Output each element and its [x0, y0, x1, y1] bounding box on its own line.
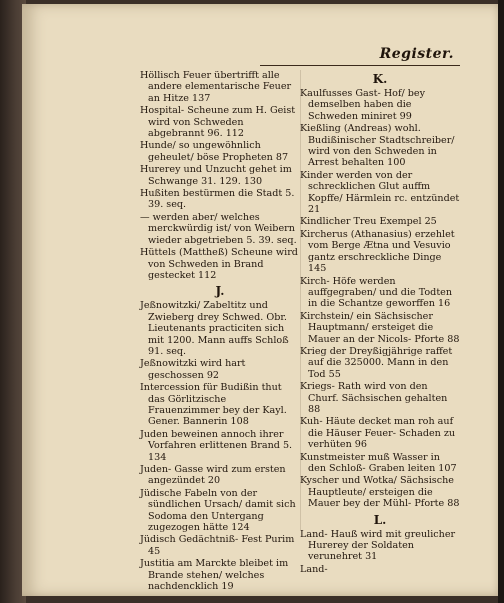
- index-entry: Kinder werden von der schrecklichen Glut auffm Kopffe/ Härmlein rc. entzündet 21: [300, 169, 460, 216]
- index-entry: Krieg der Dreyßigjährige raffet auf die 325000. Mann in den Tod 55: [300, 345, 453, 380]
- header-rule: [260, 65, 460, 66]
- index-entry: Kriegs- Rath wird von den Churf. Sächsischen gehalten 88: [300, 381, 448, 415]
- index-entry: — werden aber/ welches merckwürdig ist/ von Weibern wieder abgetrieben 5. 39. seq.: [140, 211, 297, 246]
- index-entry: Juden- Gasse wird zum ersten angezündet 20: [140, 464, 286, 487]
- index-entry: Kircherus (Athanasius) erzehlet vom Berge Ætna und Vesuvio gantz erschreckliche Dinge 145: [300, 228, 455, 275]
- index-entry: Hurerey und Unzucht gehet im Schwange 31. 129. 130: [140, 164, 292, 187]
- index-entry: Kuh- Häute decket man roh auf die Häuser Feuer- Schaden zu verhüten 96: [300, 416, 456, 451]
- index-entry: Jeßnowitzki wird hart geschossen 92: [140, 358, 246, 381]
- index-entry: Land-: [300, 563, 328, 575]
- index-entry: Höllisch Feuer übertrifft alle andere elementarische Feuer an Hitze 137: [140, 70, 292, 104]
- index-entry: Juden beweinen annoch ihrer Vorfahren erlittenen Brand 5. 134: [140, 428, 293, 463]
- page-header: [260, 46, 460, 66]
- index-entry: Kyscher und Wotka/ Sächsische Hauptleute/ ersteigen die Mauer bey der Mühl- Pforte 88: [300, 475, 460, 510]
- index-section-letter: L.: [373, 512, 387, 527]
- page-edge-shadow: [498, 0, 504, 603]
- index-entry: Jüdische Fabeln von der sündlichen Ursach/ damit sich Sodoma den Untergang zugezogen hätte 124: [140, 487, 296, 534]
- index-entry: Kießling (Andreas) wohl. Budißinischer Stadtschreiber/ wird von den Schweden in Arrest behalten 100: [300, 123, 455, 169]
- index-entry: Kirchstein/ ein Sächsischer Hauptmann/ ersteiget die Mauer an der Nicols- Pforte 88: [300, 310, 460, 345]
- page-title: Register.: [379, 46, 454, 62]
- index-entry: Hüttels (Mattheß) Scheune wird von Schweden in Brand gestecket 112: [140, 247, 298, 281]
- index-entry: Kunstmeister muß Wasser in den Schloß- Graben leiten 107: [300, 451, 457, 474]
- index-entry: Hospital- Scheune zum H. Geist wird von Schweden abgebrannt 96. 112: [140, 105, 296, 140]
- index-column-right: [300, 70, 460, 576]
- index-entry: Land- Hauß wird mit greulicher Hurerey der Soldaten verunehret 31: [300, 528, 456, 563]
- index-entry: Jeßnowitzki/ Zabeltitz und Zwieberg drey Schwed. Obr. Lieutenants practiciten sich mit 1200. Mann auffs Schloß 91. seq.: [140, 300, 289, 357]
- index-entry: Justitia am Marckte bleibet im Brande stehen/ welches nachdencklich 19: [140, 558, 289, 593]
- index-entry: Hußiten bestürmen die Stadt 5. 39. seq.: [140, 188, 295, 211]
- index-column-left: [140, 70, 300, 593]
- index-entry: Intercession für Budißin thut das Görlitzische Frauenzimmer bey der Kayl. Gener. Bannerin 108: [140, 382, 287, 428]
- index-section-letter: J.: [215, 284, 225, 299]
- index-entry: Jüdisch Gedächtniß- Fest Purim 45: [140, 534, 295, 557]
- index-entry: Kindlicher Treu Exempel 25: [300, 216, 437, 228]
- index-entry: Hunde/ so ungewöhnlich geheulet/ böse Propheten 87: [140, 140, 289, 163]
- index-entry: Kirch- Höfe werden auffgegraben/ und die Todten in die Schantze geworffen 16: [300, 275, 453, 310]
- index-entry: Kaulfusses Gast- Hof/ bey demselben haben die Schweden miniret 99: [300, 88, 426, 122]
- index-section-letter: K.: [372, 72, 388, 86]
